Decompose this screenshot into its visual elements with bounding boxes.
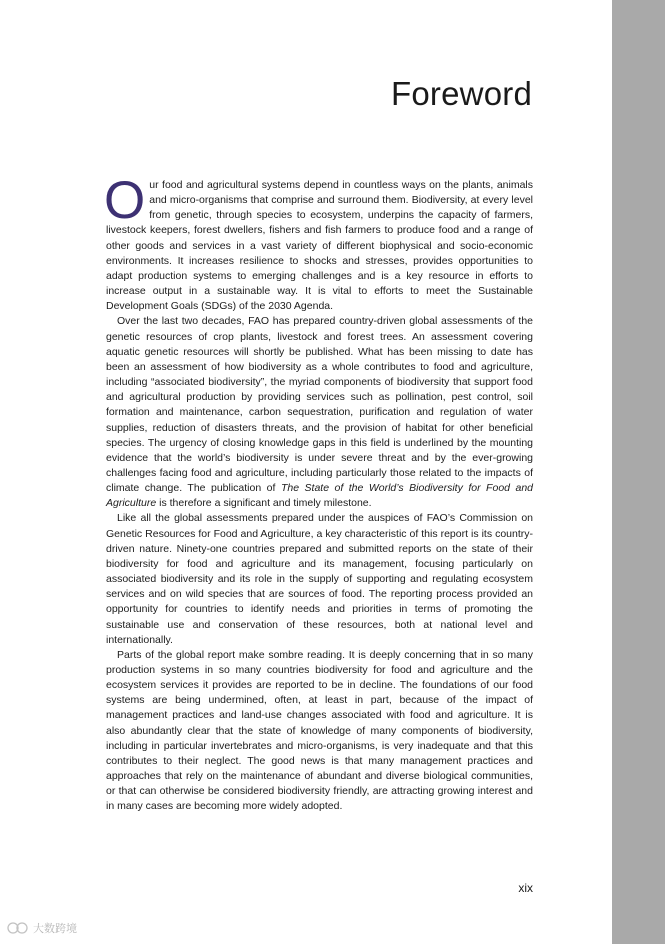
report-title-italic: The State of the World’s Biodiversity for Food and Agriculture xyxy=(106,482,533,510)
page-edge-bar xyxy=(612,0,665,944)
body-text xyxy=(104,171,533,815)
paragraph-2 xyxy=(106,314,533,511)
watermark xyxy=(6,920,77,936)
paragraph-3: Like all the global assessments prepared under the auspices of FAO’s Commission on Genetic Resources for Food and Agriculture, a key characteristic of this report is its country-driven nature. Ninety-one countries prepared and submitted reports on the state of their biodiversity for food and agriculture and its management, focusing particularly on associated biodiversity and its role in the supply of supporting and regulating ecosystem services and on wild species that are sources of food. The reporting process provided an opportunity for countries to identify needs and priorities in terms of promoting the sustainable use and conservation of these resources, both at national level and internationally. xyxy=(106,512,533,646)
page-number: xix xyxy=(518,881,533,895)
paragraph-4: Parts of the global report make sombre reading. It is deeply concerning that in so many production systems in so many countries biodiversity for food and agriculture and the ecosystem services it provides are reported to be in decline. The foundations of our food systems are being undermined, often, at least in part, because of the impact of management practices and land-use changes associated with food and agriculture. It is also abundantly clear that the state of knowledge of many components of biodiversity, including in particular invertebrates and micro-organisms, is very inadequate and that this contributes to their neglect. The good news is that many management practices and approaches that rely on the maintenance of abundant and diverse biological communities, or that can otherwise be considered biodiversity friendly, are attracting growing interest and in many cases are becoming more widely adopted. xyxy=(106,648,533,813)
watermark-logo-icon xyxy=(6,921,30,935)
page-title: Foreword xyxy=(391,75,532,112)
watermark-text: 大数跨境 xyxy=(33,923,77,935)
paragraph-2-text-b: is therefore a significant and timely milestone. xyxy=(159,497,372,510)
drop-cap: O xyxy=(104,171,146,230)
paragraph-1 xyxy=(104,171,533,314)
paragraph-2-text-a: Over the last two decades, FAO has prepared country-driven global assessments of the genetic resources of crop plants, livestock and forest trees. An assessment covering aquatic genetic resources will shortly be published. What has been missing to date has been an assessment of how biodiversity as a whole contributes to food and agriculture, including “associated biodiversity”, the myriad components of biodiversity that support food and agricultural production by providing services such as pollination, pest control, soil formation and maintenance, carbon sequestration, purification and regulation of water supplies, reduction of disasters threats, and the provision of habitat for other beneficial species. The urgency of closing knowledge gaps in this field is underlined by the mounting evidence that the world’s biodiversity is under severe threat and by the ever-growing challenges facing food and agriculture, including particularly those related to the impacts of climate change. The publication of xyxy=(106,315,533,495)
paragraph-1-text: ur food and agricultural systems depend in countless ways on the plants, animals and micro-organisms that comprise and surround them. Biodiversity, at every level from genetic, through species to ecosystem, underpins the capacity of farmers, livestock keepers, forest dwellers, fishers and fish farmers to produce food and a range of other goods and services in a vast variety of different biophysical and socio-economic environments. It increases resilience to shocks and stresses, provides opportunities to adapt production systems to emerging challenges and is a key resource in efforts to increase output in a sustainable way. It is vital to efforts to meet the Sustainable Development Goals (SDGs) of the 2030 Agenda. xyxy=(106,179,533,313)
